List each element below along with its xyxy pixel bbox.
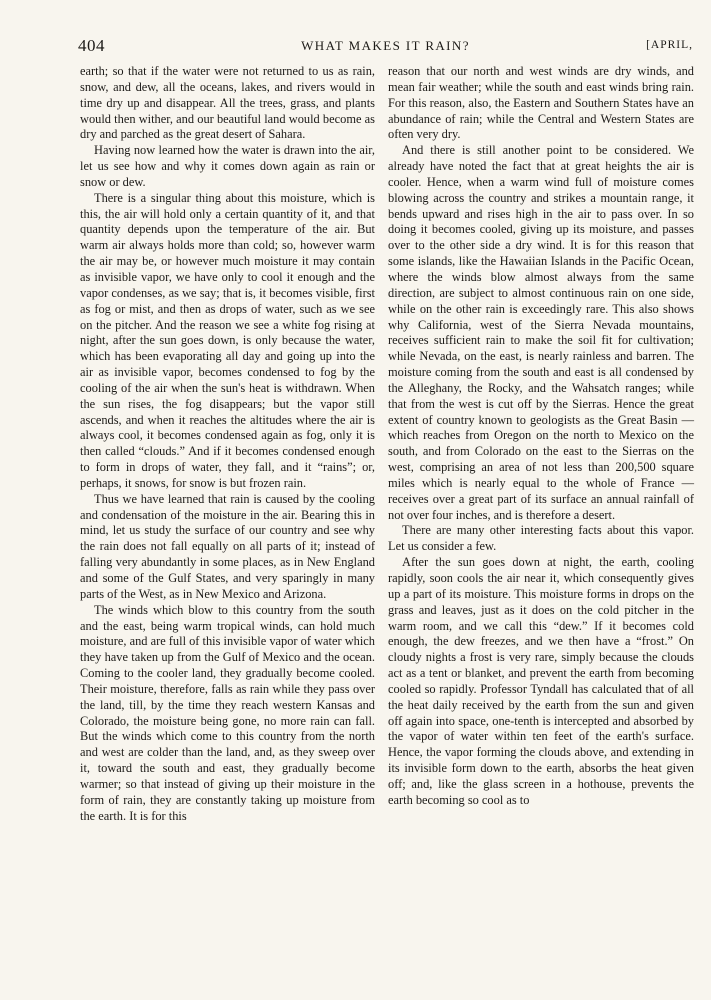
paragraph: Thus we have learned that rain is caused by the cooling and condensation of the moisture in the air. Bearing this in mind, let us study the surface of our country and see why the rain does not fall equally on all parts of it; instead of falling very abundantly in some places, as in New England and some of the Gulf States, and very sparingly in many parts of the West, as in New Mexico and Arizona. [80, 491, 375, 601]
right-column [388, 64, 694, 809]
running-title: WHAT MAKES IT RAIN? [301, 38, 470, 53]
page-number: 404 [78, 36, 105, 55]
paragraph: There are many other interesting facts about this vapor. Let us consider a few. [388, 523, 694, 554]
paragraph: And there is still another point to be considered. We already have noted the fact that at great heights the air is cooler. Hence, when a warm wind full of moisture comes blowing across the country and strikes a mountain range, it bends upward and rises high in the air to pass over. In so doing it becomes cooled, giving up its moisture, and passes over to the other side a dry wind. It is for this reason that some islands, like the Hawaiian Islands in the Pacific Ocean, where the winds blow almost always from the same direction, are subject to almost continuous rain on one side, while on the other rain is exceedingly rare. This also shows why California, west of the Sierra Nevada mountains, receives sufficient rain to make the soil fit for cultivation; while Nevada, on the east, is nearly rainless and barren. The moisture coming from the south and east is all condensed by the Alleghany, the Rocky, and the Wahsatch ranges; while that from the west is cut off by the Sierras. Hence the great extent of country known to geologists as the Great Basin — which reaches from Oregon on the north to Mexico on the south, and from Colorado on the east to the Sierras on the west, comprising an area of not less than 200,500 square miles which is nearly equal to the whole of France — receives over a great part of its surface an annual rainfall of not over four inches, and is therefore a desert. [388, 143, 694, 522]
paragraph: The winds which blow to this country from the south and the east, being warm tropical winds, can hold much moisture, and are full of this invisible vapor of water which they have taken up from the Gulf of Mexico and the ocean. Coming to the cooler land, they gradually become cooled. Their moisture, therefore, falls as rain while they pass over the land, till, by the time they reach western Kansas and Colorado, the moisture being gone, no more rain can fall. But the winds which come to this country from the north and west are colder than the land, and, as they sweep over it, toward the south and east, they gradually become warmer; so that instead of giving up their moisture in the form of rain, they are constantly taking up moisture from the earth. It is for this [80, 602, 375, 823]
paragraph: Having now learned how the water is drawn into the air, let us see how and why it comes down again as rain or snow or dew. [80, 143, 375, 189]
running-month: [APRIL, [646, 39, 693, 51]
paragraph: reason that our north and west winds are dry winds, and mean fair weather; while the south and east winds bring rain. For this reason, also, the Eastern and Southern States have an abundance of rain; while the Central and Western States are often very dry. [388, 64, 694, 142]
paragraph: earth; so that if the water were not returned to us as rain, snow, and dew, all the oceans, lakes, and rivers would in time dry up and disappear. All the trees, grass, and plants would then wither, and our beautiful land would become as dry and parched as the great desert of Sahara. [80, 64, 375, 142]
left-column [80, 64, 375, 825]
paragraph: After the sun goes down at night, the earth, cooling rapidly, soon cools the air near it, which consequently gives up a part of its moisture. This moisture forms in drops on the grass and leaves, just as it does on the cold pitcher in the warm room, and we call this “dew.” If it becomes cold enough, the dew freezes, and we then have a “frost.” On cloudy nights a frost is very rare, simply because the clouds act as a tent or blanket, and prevent the earth from becoming cooled so rapidly. Professor Tyndall has calculated that of all the heat daily received by the earth from the sun and given off again into space, one-tenth is intercepted and absorbed by the vapor of water within ten feet of the earth's surface. Hence, the vapor forming the clouds above, and extending in its invisible form down to the earth, absorbs the heat given off; and, like the glass screen in a hothouse, prevents the earth becoming so cool as to [388, 555, 694, 807]
running-header [78, 36, 693, 58]
paragraph: There is a singular thing about this moisture, which is this, the air will hold only a certain quantity of it, and that quantity depends upon the temperature of the air. But warm air always holds more than cold; so, however warm the air may be, or however much moisture it may contain as invisible vapor, we have only to cool it enough and the vapor condenses, as we say; that is, it becomes visible, first as fog or mist, and then as drops of water, such as we see on the pitcher. And the reason we see a white fog rising at night, after the sun goes down, is only because the water, which has been evaporating all day and going up into the air as invisible vapor, becomes condensed to fog by the cooling of the air when the sun's heat is withdrawn. When the sun rises, the fog disappears; but the vapor still ascends, and when it reaches the altitudes where the air is always cool, it becomes condensed again as fog, only it is then called “clouds.” And if it becomes condensed enough to form in drops of water, they fall, and it “rains”; or, perhaps, it snows, for snow is but frozen rain. [80, 190, 375, 490]
